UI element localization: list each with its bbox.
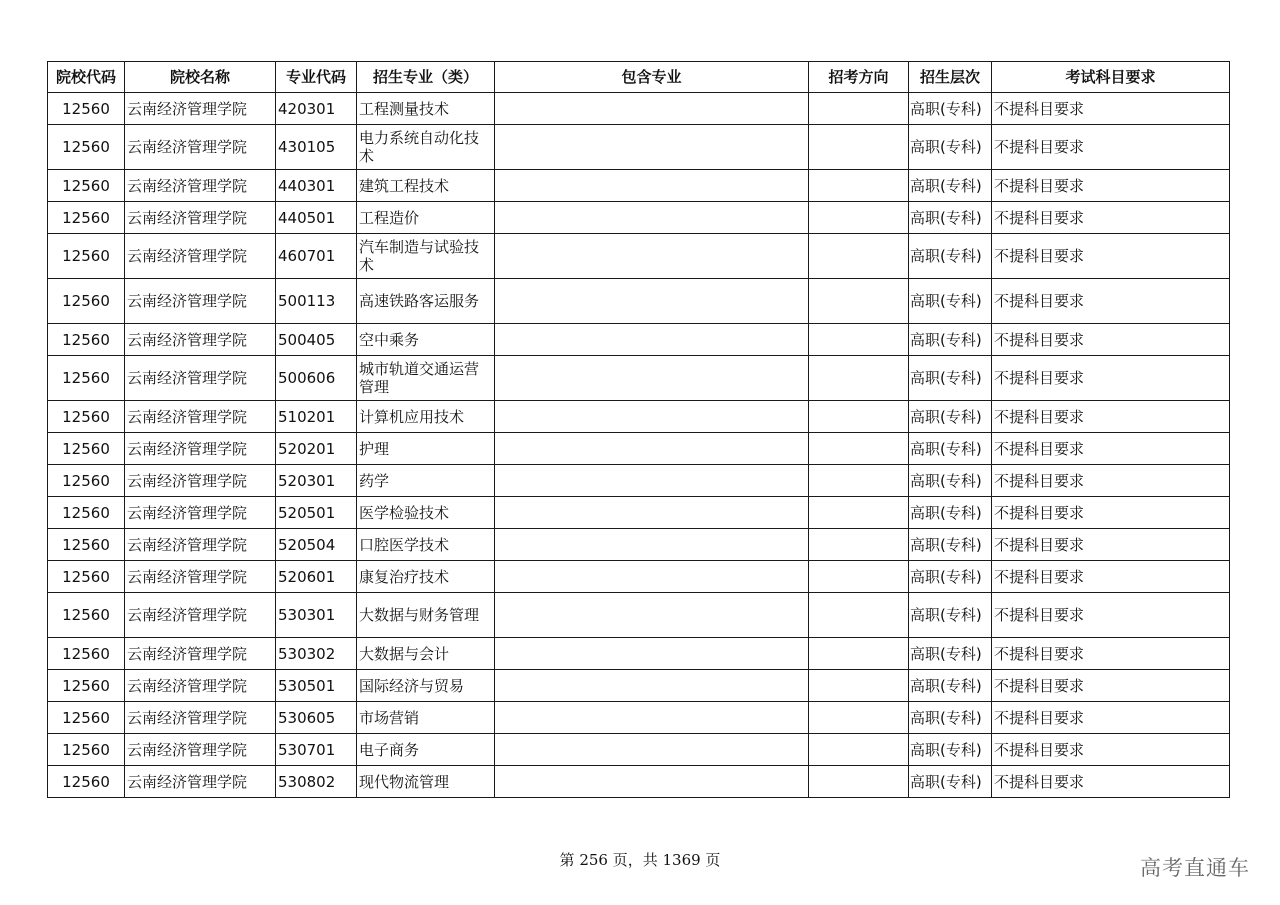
header-major: 招生专业（类） xyxy=(357,62,495,93)
cell-direction xyxy=(809,766,909,798)
cell-included-majors xyxy=(495,497,809,529)
cell-level: 高职(专科) xyxy=(909,766,992,798)
cell-school-name: 云南经济管理学院 xyxy=(125,125,276,170)
cell-included-majors xyxy=(495,93,809,125)
cell-school-code: 12560 xyxy=(48,734,125,766)
cell-included-majors xyxy=(495,125,809,170)
cell-level: 高职(专科) xyxy=(909,670,992,702)
cell-major: 工程测量技术 xyxy=(357,93,495,125)
cell-included-majors xyxy=(495,401,809,433)
header-school-code: 院校代码 xyxy=(48,62,125,93)
cell-direction xyxy=(809,529,909,561)
cell-major: 口腔医学技术 xyxy=(357,529,495,561)
cell-level: 高职(专科) xyxy=(909,170,992,202)
cell-school-code: 12560 xyxy=(48,670,125,702)
cell-requirement: 不提科目要求 xyxy=(992,93,1230,125)
cell-major: 空中乘务 xyxy=(357,324,495,356)
cell-major-code: 460701 xyxy=(276,234,357,279)
cell-school-name: 云南经济管理学院 xyxy=(125,670,276,702)
cell-school-code: 12560 xyxy=(48,593,125,638)
cell-requirement: 不提科目要求 xyxy=(992,170,1230,202)
cell-major-code: 500113 xyxy=(276,279,357,324)
cell-requirement: 不提科目要求 xyxy=(992,529,1230,561)
cell-major: 计算机应用技术 xyxy=(357,401,495,433)
cell-level: 高职(专科) xyxy=(909,279,992,324)
cell-school-name: 云南经济管理学院 xyxy=(125,465,276,497)
cell-level: 高职(专科) xyxy=(909,356,992,401)
cell-requirement: 不提科目要求 xyxy=(992,638,1230,670)
cell-included-majors xyxy=(495,702,809,734)
cell-major: 电子商务 xyxy=(357,734,495,766)
header-school-name: 院校名称 xyxy=(125,62,276,93)
cell-requirement: 不提科目要求 xyxy=(992,125,1230,170)
cell-included-majors xyxy=(495,561,809,593)
cell-level: 高职(专科) xyxy=(909,202,992,234)
table-row xyxy=(48,561,1230,593)
cell-major: 市场营销 xyxy=(357,702,495,734)
cell-major-code: 440501 xyxy=(276,202,357,234)
cell-major: 药学 xyxy=(357,465,495,497)
table-row xyxy=(48,279,1230,324)
cell-school-name: 云南经济管理学院 xyxy=(125,638,276,670)
cell-major-code: 520601 xyxy=(276,561,357,593)
cell-requirement: 不提科目要求 xyxy=(992,433,1230,465)
cell-school-name: 云南经济管理学院 xyxy=(125,433,276,465)
cell-major: 高速铁路客运服务 xyxy=(357,279,495,324)
cell-direction xyxy=(809,401,909,433)
cell-school-name: 云南经济管理学院 xyxy=(125,529,276,561)
cell-requirement: 不提科目要求 xyxy=(992,234,1230,279)
cell-major-code: 500405 xyxy=(276,324,357,356)
cell-requirement: 不提科目要求 xyxy=(992,593,1230,638)
table-row xyxy=(48,670,1230,702)
cell-school-code: 12560 xyxy=(48,202,125,234)
cell-school-code: 12560 xyxy=(48,766,125,798)
cell-school-name: 云南经济管理学院 xyxy=(125,93,276,125)
cell-school-code: 12560 xyxy=(48,170,125,202)
cell-direction xyxy=(809,638,909,670)
cell-direction xyxy=(809,170,909,202)
cell-school-code: 12560 xyxy=(48,497,125,529)
cell-direction xyxy=(809,324,909,356)
cell-school-name: 云南经济管理学院 xyxy=(125,356,276,401)
cell-requirement: 不提科目要求 xyxy=(992,202,1230,234)
table-row xyxy=(48,93,1230,125)
cell-included-majors xyxy=(495,465,809,497)
cell-major: 大数据与会计 xyxy=(357,638,495,670)
cell-major: 医学检验技术 xyxy=(357,497,495,529)
page-number: 第 256 页，共 1369 页 xyxy=(559,851,721,869)
cell-major-code: 420301 xyxy=(276,93,357,125)
table-row xyxy=(48,202,1230,234)
table-row xyxy=(48,401,1230,433)
table-row xyxy=(48,638,1230,670)
cell-requirement: 不提科目要求 xyxy=(992,734,1230,766)
cell-level: 高职(专科) xyxy=(909,561,992,593)
header-major-code: 专业代码 xyxy=(276,62,357,93)
cell-included-majors xyxy=(495,766,809,798)
cell-level: 高职(专科) xyxy=(909,401,992,433)
cell-direction xyxy=(809,734,909,766)
cell-direction xyxy=(809,670,909,702)
cell-school-name: 云南经济管理学院 xyxy=(125,324,276,356)
cell-requirement: 不提科目要求 xyxy=(992,401,1230,433)
cell-major: 康复治疗技术 xyxy=(357,561,495,593)
cell-level: 高职(专科) xyxy=(909,702,992,734)
cell-school-code: 12560 xyxy=(48,465,125,497)
cell-school-name: 云南经济管理学院 xyxy=(125,401,276,433)
cell-school-code: 12560 xyxy=(48,279,125,324)
cell-included-majors xyxy=(495,324,809,356)
cell-level: 高职(专科) xyxy=(909,593,992,638)
table-row xyxy=(48,433,1230,465)
cell-requirement: 不提科目要求 xyxy=(992,766,1230,798)
cell-direction xyxy=(809,93,909,125)
cell-school-name: 云南经济管理学院 xyxy=(125,497,276,529)
cell-included-majors xyxy=(495,529,809,561)
cell-major-code: 530301 xyxy=(276,593,357,638)
cell-major: 城市轨道交通运营管理 xyxy=(357,356,495,401)
table-row xyxy=(48,766,1230,798)
cell-major-code: 440301 xyxy=(276,170,357,202)
cell-school-code: 12560 xyxy=(48,93,125,125)
table-row xyxy=(48,702,1230,734)
cell-level: 高职(专科) xyxy=(909,125,992,170)
header-requirement: 考试科目要求 xyxy=(992,62,1230,93)
cell-school-code: 12560 xyxy=(48,638,125,670)
cell-direction xyxy=(809,497,909,529)
cell-direction xyxy=(809,433,909,465)
cell-level: 高职(专科) xyxy=(909,465,992,497)
cell-included-majors xyxy=(495,670,809,702)
cell-direction xyxy=(809,279,909,324)
cell-major: 汽车制造与试验技术 xyxy=(357,234,495,279)
cell-requirement: 不提科目要求 xyxy=(992,465,1230,497)
admissions-table xyxy=(47,61,1230,798)
cell-direction xyxy=(809,593,909,638)
cell-requirement: 不提科目要求 xyxy=(992,702,1230,734)
cell-major: 护理 xyxy=(357,433,495,465)
cell-requirement: 不提科目要求 xyxy=(992,670,1230,702)
table-row xyxy=(48,734,1230,766)
cell-school-name: 云南经济管理学院 xyxy=(125,202,276,234)
cell-requirement: 不提科目要求 xyxy=(992,561,1230,593)
cell-school-name: 云南经济管理学院 xyxy=(125,702,276,734)
cell-direction xyxy=(809,356,909,401)
cell-school-name: 云南经济管理学院 xyxy=(125,593,276,638)
cell-included-majors xyxy=(495,170,809,202)
cell-requirement: 不提科目要求 xyxy=(992,279,1230,324)
cell-major: 工程造价 xyxy=(357,202,495,234)
cell-major-code: 530701 xyxy=(276,734,357,766)
cell-school-name: 云南经济管理学院 xyxy=(125,279,276,324)
table-row xyxy=(48,125,1230,170)
cell-direction xyxy=(809,202,909,234)
cell-requirement: 不提科目要求 xyxy=(992,324,1230,356)
cell-school-name: 云南经济管理学院 xyxy=(125,734,276,766)
cell-major-code: 500606 xyxy=(276,356,357,401)
cell-school-name: 云南经济管理学院 xyxy=(125,561,276,593)
cell-level: 高职(专科) xyxy=(909,638,992,670)
cell-level: 高职(专科) xyxy=(909,529,992,561)
cell-school-code: 12560 xyxy=(48,234,125,279)
cell-direction xyxy=(809,234,909,279)
cell-major-code: 520301 xyxy=(276,465,357,497)
header-level: 招生层次 xyxy=(909,62,992,93)
cell-included-majors xyxy=(495,279,809,324)
cell-requirement: 不提科目要求 xyxy=(992,497,1230,529)
cell-level: 高职(专科) xyxy=(909,324,992,356)
table-row xyxy=(48,324,1230,356)
cell-level: 高职(专科) xyxy=(909,734,992,766)
cell-major-code: 510201 xyxy=(276,401,357,433)
cell-included-majors xyxy=(495,234,809,279)
cell-requirement: 不提科目要求 xyxy=(992,356,1230,401)
cell-major-code: 530802 xyxy=(276,766,357,798)
cell-level: 高职(专科) xyxy=(909,433,992,465)
cell-school-name: 云南经济管理学院 xyxy=(125,170,276,202)
cell-major: 国际经济与贸易 xyxy=(357,670,495,702)
cell-direction xyxy=(809,702,909,734)
cell-major-code: 530302 xyxy=(276,638,357,670)
cell-major: 建筑工程技术 xyxy=(357,170,495,202)
cell-school-code: 12560 xyxy=(48,125,125,170)
table-row xyxy=(48,593,1230,638)
cell-school-code: 12560 xyxy=(48,433,125,465)
cell-school-name: 云南经济管理学院 xyxy=(125,766,276,798)
cell-school-code: 12560 xyxy=(48,401,125,433)
cell-major-code: 520201 xyxy=(276,433,357,465)
cell-included-majors xyxy=(495,202,809,234)
table-row xyxy=(48,170,1230,202)
table-header-row xyxy=(48,62,1230,93)
cell-major: 大数据与财务管理 xyxy=(357,593,495,638)
cell-school-code: 12560 xyxy=(48,356,125,401)
cell-included-majors xyxy=(495,593,809,638)
cell-direction xyxy=(809,465,909,497)
cell-school-code: 12560 xyxy=(48,529,125,561)
cell-major-code: 520501 xyxy=(276,497,357,529)
cell-major-code: 430105 xyxy=(276,125,357,170)
cell-level: 高职(专科) xyxy=(909,234,992,279)
header-direction: 招考方向 xyxy=(809,62,909,93)
cell-included-majors xyxy=(495,433,809,465)
cell-included-majors xyxy=(495,356,809,401)
table-row xyxy=(48,356,1230,401)
cell-major: 现代物流管理 xyxy=(357,766,495,798)
cell-school-name: 云南经济管理学院 xyxy=(125,234,276,279)
table-row xyxy=(48,234,1230,279)
cell-included-majors xyxy=(495,734,809,766)
cell-major-code: 530501 xyxy=(276,670,357,702)
cell-major: 电力系统自动化技术 xyxy=(357,125,495,170)
cell-included-majors xyxy=(495,638,809,670)
cell-school-code: 12560 xyxy=(48,561,125,593)
table-row xyxy=(48,497,1230,529)
cell-major-code: 530605 xyxy=(276,702,357,734)
cell-school-code: 12560 xyxy=(48,702,125,734)
table-row xyxy=(48,465,1230,497)
cell-major-code: 520504 xyxy=(276,529,357,561)
cell-level: 高职(专科) xyxy=(909,497,992,529)
cell-direction xyxy=(809,561,909,593)
cell-direction xyxy=(809,125,909,170)
cell-school-code: 12560 xyxy=(48,324,125,356)
cell-level: 高职(专科) xyxy=(909,93,992,125)
table-row xyxy=(48,529,1230,561)
watermark-text: 高考直通车 xyxy=(1140,856,1250,880)
header-included-majors: 包含专业 xyxy=(495,62,809,93)
